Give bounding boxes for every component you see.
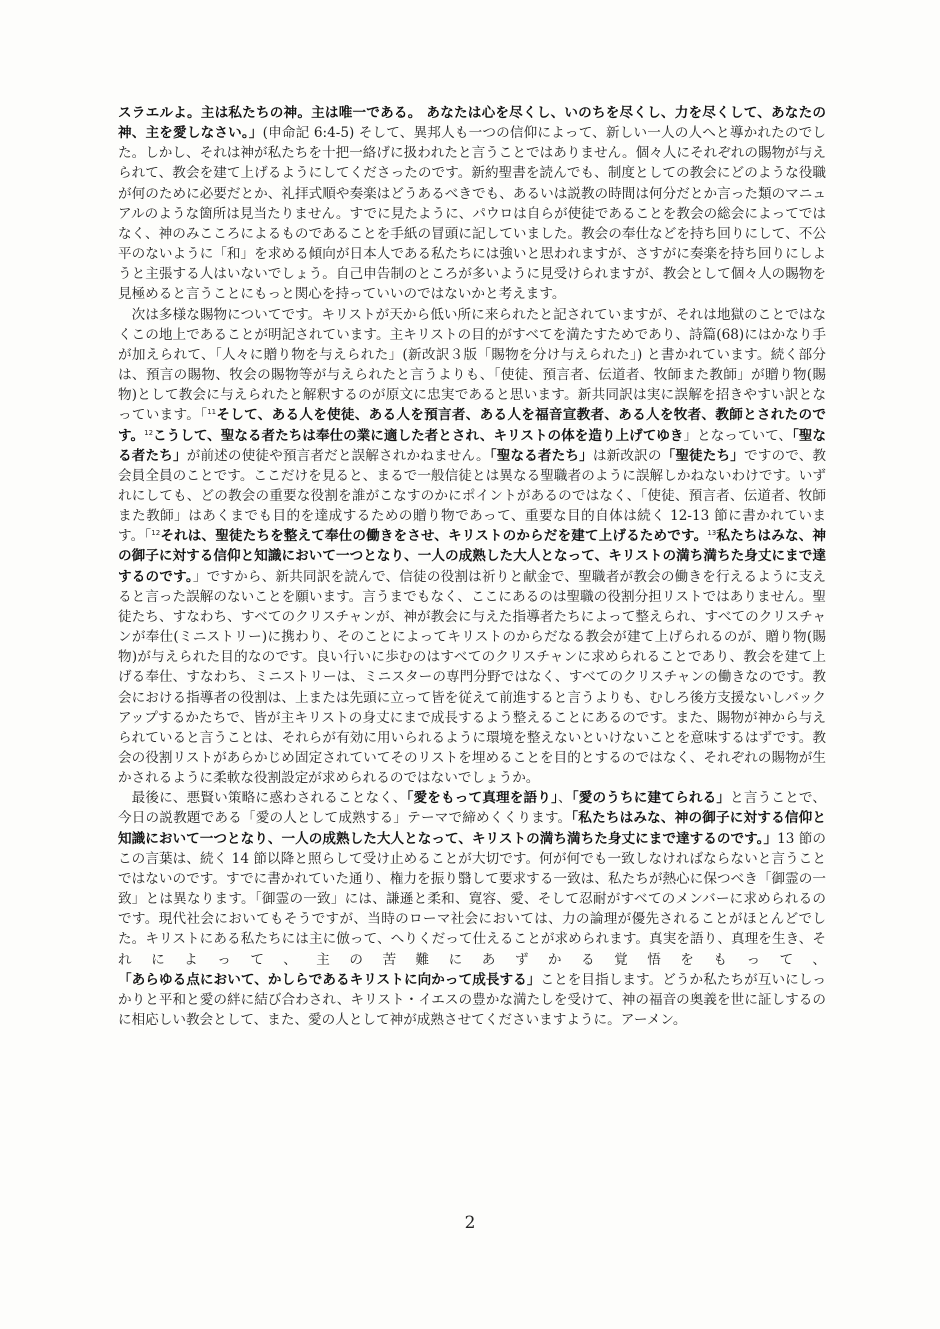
bold-quote: 私たちはみな、神の御子に対する信仰と知識において一つとなり、一人の成熟した大人となって、キリストの満ち満ちた身丈にまで達するのです。 xyxy=(118,528,827,585)
bold-quote: 「愛をもって真理を語り」 xyxy=(406,790,559,807)
bold-quote: そして、ある人を使徒、ある人を預言者、ある人を福音宣教者、ある人を牧者、教師とされたのです。 xyxy=(118,407,826,444)
text-run: (申命記 6:4-5) そして、異邦人も一つの信仰によって、新しい一人の人へと導かれたのでした。しかし、それは神が私たちを十把一絡げに扱われたと言うことではありません。個々人にそれぞれの賜物が与えられて、教会を建て上げるようにしてくださったのです。新約聖書を読んでも、制度としての教会にどのような役職が何のために必要だとか、礼拝式順や奏楽はどうあるべきでも、あるいは説教の時間は何分だとか言った類のマニュアルのような箇所は見当たりません。すでに見たように、パウロは自らが使徒であることを教会の総会によってではなく、神のみこころによるものであることを手紙の冒頭に記していました。教会の奉仕などを持ち回りにして、不公平のないように「和」を求める傾向が日本人である私たちには強いと思われますが、さすがに奏楽を持ち回りにしようと主張する人はいないでしょう。自己申告制のところが多いように見受けられますが、教会として個々人の賜物を見極めると言うことにもっと関心を持っていいのではないかと考えます。 xyxy=(118,125,826,303)
text-run: 」ですから、新共同訳を読んで、信徒の役割は祈りと献金で、聖職者が教会の働きを行えるように支えると言った誤解のないことを願います。言うまでもなく、ここにあるのは聖職の役割分担リストではありません。聖徒たち、すなわち、すべてのクリスチャンが、神が教会に与えた指導者たちによって整えられ、すべてのクリスチャンが奉仕(ミニストリー)に携わり、そのことによってキリストのからだなる教会が建て上げられるのが、贈り物(賜物)が与えられた目的なのです。良い行いに歩むのはすべてのクリスチャンに求められることであり、教会を建て上げる奉仕、すなわち、ミニストリーは、ミニスターの専門分野ではなく、すべてのクリスチャンの働きなのです。教会における指導者の役割は、上または先頭に立って皆を従えて前進すると言うよりも、むしろ後方支援ないしバックアップするかたちで、皆が主キリストの身丈にまで成長するよう整えることにあるのです。また、賜物が神から与えられていると言うことは、それらが有効に用いられるように環境を整えないといけないことを意味するはずです。教会の役割リストがあらかじめ固定されていてそのリストを埋めることを目的とするのではなく、それぞれの賜物が生かされるように柔軟な役割設定が求められるのではないでしょうか。 xyxy=(118,568,827,787)
text-run: と言うことで、今日の説教題である「愛の人として成熟する」テーマで締めくくります。 xyxy=(118,790,827,827)
bold-quote: それは、聖徒たちを整えて奉仕の働きをさせ、キリストのからだを建て上げるためです。 xyxy=(160,528,708,545)
text-run: 「 xyxy=(200,407,208,424)
text-run: ことを目指します。どうか私たちが互いにしっかりと平和と愛の絆に結び合わされ、キリスト・イエスの豊かな満たしを受けて、神の福音の奥義を世に証しするのに相応しい教会として、また、愛の人として神が成熟させてくださいますように。アーメン。 xyxy=(118,971,826,1029)
bold-quote: 「聖なる者たち」 xyxy=(489,447,593,464)
text-run: 」となっていて、 xyxy=(683,427,793,444)
bold-quote: 「聖なる者たち」 xyxy=(118,427,826,464)
paragraph-3 xyxy=(118,788,826,1030)
text-run: は新改訳の xyxy=(592,447,662,464)
bold-quote: 「愛のうちに建てられる」 xyxy=(571,790,731,807)
bold-quote: こうして、聖なる者たちは奉仕の業に適した者とされ、キリストの体を造り上げてゆき xyxy=(153,427,684,444)
text-run: 13 節のこの言葉は、続く 14 節以降と照らして受け止めることが大切です。何が何でも一致しなければならないと言うことではないのです。すでに書かれていた通り、権力を振り翳して要求する一致は、私たちが熱心に保つべき「御霊の一致」とは異なります。「御霊の一致」には、謙遜と柔和、寛容、愛、そして忍耐がすべてのメンバーに求められるのです。現代社会においてもそうですが、当時のローマ社会においては、力の論理が優先されることがほとんどでした。キリストにある私たちには主に倣って、へりくだって仕えることが求められます。真実を語り、真理を生き、それによって、主の苦難にあずかる覚悟をもって、 xyxy=(118,830,826,968)
text-run: ですので、教会員全員のことです。ここだけを見ると、まるで一般信徒とは異なる聖職者のように誤解しかねないわけです。いずれにしても、どの教会の重要な役割を誰がこなすのかにポイントがあるのではなく、「使徒、預言者、伝道者、牧師また教師」はあくまでも目的を達成するための贈り物であって、重要な目的自体は続く 12-13 節に書かれています。「 xyxy=(118,447,827,545)
body-text xyxy=(118,103,826,1030)
paragraph-1 xyxy=(118,103,826,305)
paragraph-2 xyxy=(118,305,826,789)
page-number: 2 xyxy=(464,1213,476,1233)
text-run: 最後に、悪賢い策略に惑わされることなく、 xyxy=(131,790,407,807)
text-run: が前述の使徒や預言者だと誤解されかねません。 xyxy=(186,447,490,464)
bold-quote: 「私たちはみな、神の御子に対する信仰と知識において一つとなり、一人の成熟した大人となって、キリストの満ち満ちた身丈にまで達するのです。」 xyxy=(118,810,826,847)
verse-number: 11 xyxy=(207,408,217,417)
bold-quote: 「あらゆる点において、かしらであるキリストに向かって成長する」 xyxy=(118,971,541,988)
text-run: 次は多様な賜物についてです。キリストが天から低い所に来られたと記されていますが、それは地獄のことではなくこの地上であることが明記されています。主キリストの目的がすべてを満たすためであり、詩篇(68)にはかなり手が加えられて、「人々に贈り物を与えられた」(新改訳３版「賜物を分け与えられた」) と書かれています。続く部分は、預言の賜物、牧会の賜物等が与えられたと言うよりも、「使徒、預言者、伝道者、牧師また教師」が贈り物(賜物)として教会に与えられたと解釈するのが原文に忠実であると思います。新共同訳は実に誤解を招きやすい訳となっています。 xyxy=(118,306,826,424)
bold-quote: スラエルよ。主は私たちの神。主は唯一である。 あなたは心を尽くし、いのちを尽くし、力を尽くして、あなたの神、主を愛しなさい。」 xyxy=(118,105,826,142)
verse-number: 13 xyxy=(707,529,717,538)
bold-quote: 「聖徒たち」 xyxy=(661,447,745,464)
text-run: 、 xyxy=(558,790,572,807)
verse-number: 12 xyxy=(144,428,154,437)
verse-number: 12 xyxy=(151,529,161,538)
